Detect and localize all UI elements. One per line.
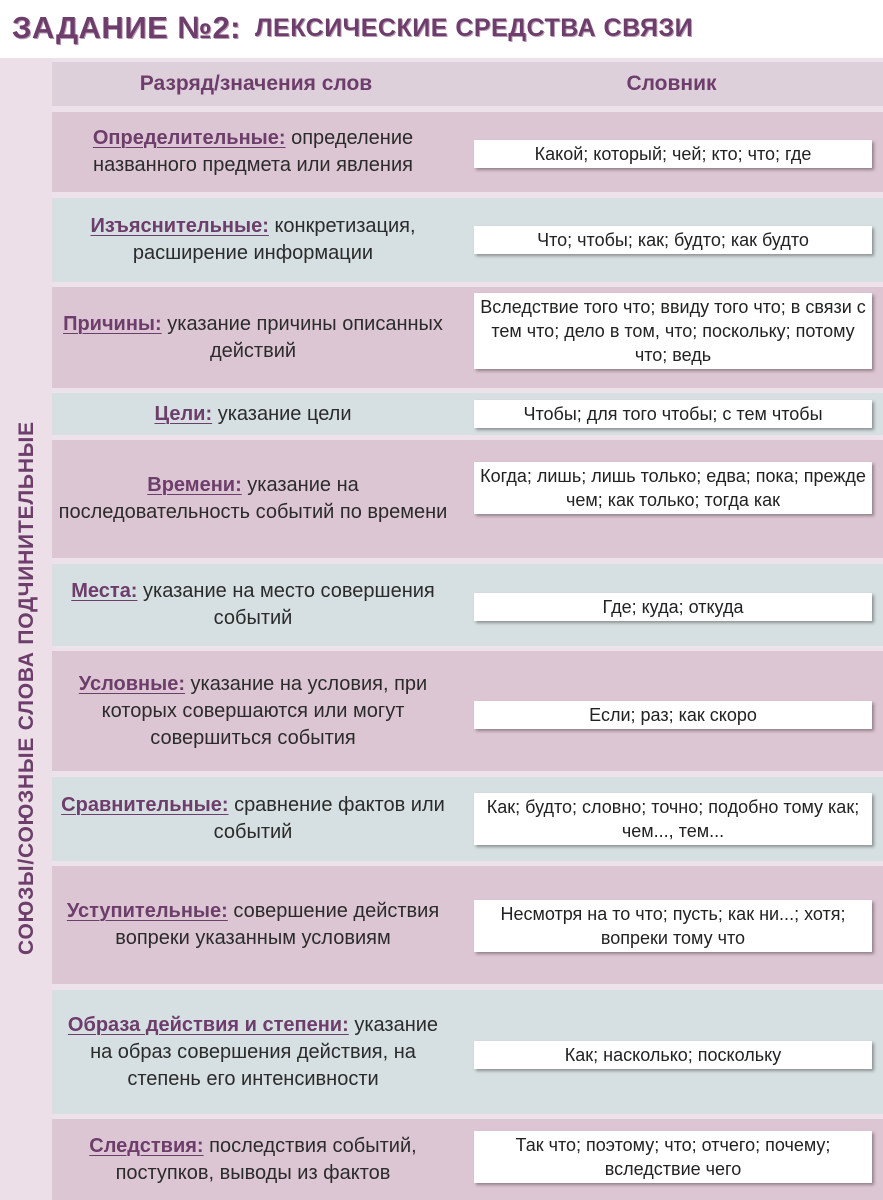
word-box: Где; куда; откуда <box>474 593 872 621</box>
word-box: Когда; лишь; лишь только; едва; пока; прежде чем; как только; тогда как <box>474 462 872 514</box>
word-box: Как; насколько; поскольку <box>474 1041 872 1069</box>
word-box: Как; будто; словно; точно; подобно тому как; чем..., тем... <box>474 793 872 845</box>
table-row <box>52 564 883 646</box>
row-meaning <box>52 311 454 365</box>
word-box: Какой; который; чей; кто; что; где <box>474 140 872 168</box>
row-description: указание на образ совершения действия, на степень его интенсивности <box>90 1013 439 1090</box>
row-term: Определительные: <box>92 127 286 149</box>
table-row <box>52 1119 883 1200</box>
row-meaning <box>52 578 454 632</box>
row-term: Следствия: <box>89 1134 204 1157</box>
row-term: Образа действия и степени: <box>67 1013 349 1036</box>
word-box: Вследствие того что; ввиду того что; в связи с тем что; дело в том, что; поскольку; потому что; ведь <box>474 293 872 369</box>
row-meaning <box>52 401 454 428</box>
table-row <box>52 651 883 771</box>
table-row <box>52 777 883 861</box>
row-meaning <box>52 472 454 526</box>
table-row <box>52 393 883 435</box>
word-box: Несмотря на то что; пусть; как ни...; хотя; вопреки тому что <box>474 900 872 952</box>
row-description: определение названного предмета или явления <box>93 127 414 176</box>
word-box: Так что; поэтому; что; отчего; почему; вследствие чего <box>474 1131 872 1183</box>
row-term: Цели: <box>154 402 213 425</box>
page-title <box>0 0 883 56</box>
row-meaning <box>52 898 454 952</box>
word-box: Если; раз; как скоро <box>474 701 872 729</box>
row-meaning <box>52 792 454 846</box>
title-main: ЗАДАНИЕ №2: <box>12 10 242 45</box>
row-meaning <box>52 1012 454 1093</box>
row-term: Условные: <box>78 672 185 695</box>
row-description: указание причины описанных действий <box>167 312 443 362</box>
row-meaning <box>52 671 454 752</box>
row-meaning <box>52 1133 454 1187</box>
row-description: указание цели <box>217 402 352 425</box>
row-term: Сравнительные: <box>61 794 229 816</box>
row-term: Причины: <box>63 312 162 335</box>
header-left: Разряд/значения слов <box>139 72 373 95</box>
row-term: Места: <box>71 580 138 602</box>
table-row <box>52 198 883 282</box>
row-meaning <box>52 213 454 267</box>
title-sub: ЛЕКСИЧЕСКИЕ СРЕДСТВА СВЯЗИ <box>255 13 694 42</box>
table-row <box>52 866 883 984</box>
table-row <box>52 440 883 558</box>
row-description: совершение действия вопреки указанным условиям <box>115 900 440 949</box>
row-term: Времени: <box>147 474 242 496</box>
side-label: СОЮЗЫ/СОЮЗНЫЕ СЛОВА ПОДЧИНИТЕЛЬНЫЕ <box>15 421 38 955</box>
row-meaning <box>52 125 454 179</box>
row-description: указание на место совершения событий <box>143 580 435 629</box>
row-description: сравнение фактов или событий <box>213 794 445 843</box>
row-term: Изъяснительные: <box>90 215 269 237</box>
table-row <box>52 112 883 192</box>
header-right: Словник <box>626 72 717 95</box>
row-description: последствия событий, поступков, выводы из фактов <box>115 1134 417 1184</box>
word-box: Чтобы; для того чтобы; с тем чтобы <box>474 400 872 428</box>
row-description: конкретизация, расширение информации <box>132 215 416 264</box>
row-description: указание на последовательность событий по времени <box>58 474 448 523</box>
table-header <box>52 62 883 106</box>
table-row <box>52 990 883 1114</box>
table-row <box>52 287 883 388</box>
word-box: Что; чтобы; как; будто; как будто <box>474 226 872 254</box>
row-term: Уступительные: <box>66 900 228 922</box>
side-panel <box>0 58 52 1200</box>
row-description: указание на условия, при которых совершаются или могут совершиться события <box>101 672 428 749</box>
